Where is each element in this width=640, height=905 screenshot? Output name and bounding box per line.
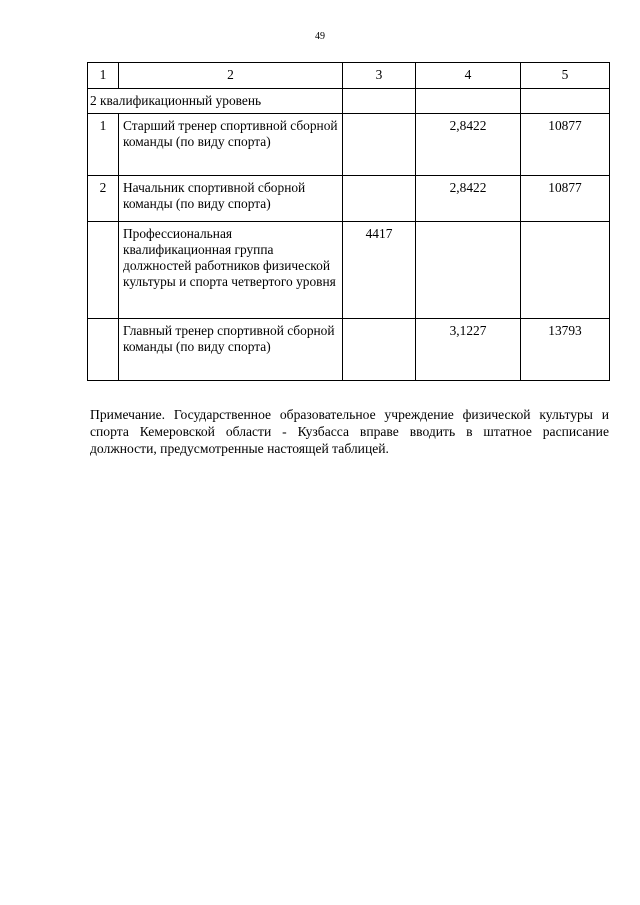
table-cell (343, 89, 416, 114)
row-number (88, 222, 119, 319)
salary: 10877 (521, 176, 610, 222)
salary: 10877 (521, 114, 610, 176)
page-number: 49 (315, 31, 325, 42)
header-cell: 5 (521, 63, 610, 89)
position-name: Главный тренер спортивной сборной команды (по виду спорта) (119, 319, 343, 381)
position-name: Начальник спортивной сборной команды (по виду спорта) (119, 176, 343, 222)
table-header-row (88, 63, 610, 89)
salary-table (87, 62, 610, 381)
salary: 13793 (521, 319, 610, 381)
table-cell (521, 89, 610, 114)
table-row (88, 176, 610, 222)
position-name: Старший тренер спортивной сборной команды (по виду спорта) (119, 114, 343, 176)
coefficient: 2,8422 (416, 114, 521, 176)
header-cell: 4 (416, 63, 521, 89)
group-code (343, 319, 416, 381)
coefficient (416, 222, 521, 319)
coefficient: 2,8422 (416, 176, 521, 222)
table-row (88, 114, 610, 176)
row-number (88, 319, 119, 381)
header-cell: 2 (119, 63, 343, 89)
qualification-level-row (88, 89, 610, 114)
note-paragraph: Примечание. Государственное образовательное учреждение физической культуры и спорта Кемеровской области - Кузбасса вправе вводить в штатное расписание должности, предусмотренные настоящей таблицей. (90, 407, 609, 456)
row-number: 1 (88, 114, 119, 176)
header-cell: 3 (343, 63, 416, 89)
coefficient: 3,1227 (416, 319, 521, 381)
salary (521, 222, 610, 319)
table-row (88, 319, 610, 381)
qualification-level-label: 2 квалификационный уровень (88, 89, 343, 114)
header-cell: 1 (88, 63, 119, 89)
table-row (88, 222, 610, 319)
row-number: 2 (88, 176, 119, 222)
group-code: 4417 (343, 222, 416, 319)
group-code (343, 114, 416, 176)
group-code (343, 176, 416, 222)
position-name: Профессиональная квалификационная группа должностей работников физической культуры и спорта четвертого уровня (119, 222, 343, 319)
table-cell (416, 89, 521, 114)
